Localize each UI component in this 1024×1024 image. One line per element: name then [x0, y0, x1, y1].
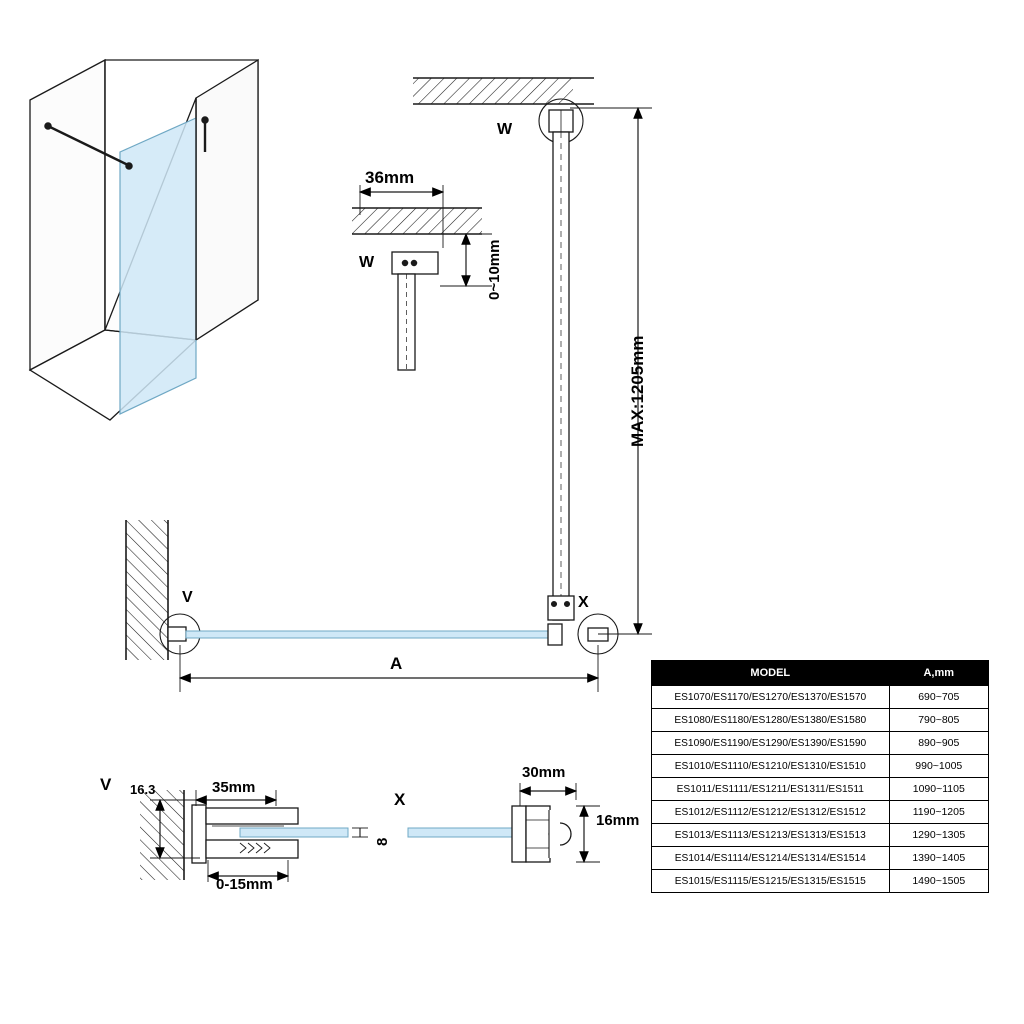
cell-model: ES1013/ES1113/ES1213/ES1313/ES1513 — [652, 824, 890, 847]
cell-a: 1490~1505 — [889, 870, 988, 893]
dimension-profile-width: 36mm — [365, 168, 415, 187]
dimension-v-adjust: 0-15mm — [216, 876, 273, 893]
dimension-x-depth: 16mm — [596, 812, 640, 829]
callout-w-detail: W — [359, 254, 375, 271]
cell-model: ES1015/ES1115/ES1215/ES1315/ES1515 — [652, 870, 890, 893]
w-detail-view — [352, 185, 492, 370]
table-row — [652, 824, 989, 847]
callout-x-plan: X — [578, 594, 589, 611]
cell-model: ES1014/ES1114/ES1214/ES1314/ES1514 — [652, 847, 890, 870]
table-row — [652, 870, 989, 893]
callout-v-detail: V — [100, 775, 112, 794]
model-spec-table — [651, 660, 989, 893]
dimension-x-width: 30mm — [522, 764, 566, 781]
table-row — [652, 732, 989, 755]
cell-a: 790~805 — [889, 709, 988, 732]
cell-model: ES1012/ES1112/ES1212/ES1312/ES1512 — [652, 801, 890, 824]
table-row — [652, 686, 989, 709]
table-row — [652, 709, 989, 732]
dimension-wall-gap: 0~10mm — [486, 239, 503, 300]
cell-a: 690~705 — [889, 686, 988, 709]
cell-model: ES1080/ES1180/ES1280/ES1380/ES1580 — [652, 709, 890, 732]
cell-model: ES1011/ES1111/ES1211/ES1311/ES1511 — [652, 778, 890, 801]
column-header-a: A,mm — [889, 661, 988, 686]
elevation-view — [413, 78, 652, 634]
table-row — [652, 847, 989, 870]
cell-a: 1290~1305 — [889, 824, 988, 847]
x-detail-view — [408, 783, 600, 862]
cell-a: 990~1005 — [889, 755, 988, 778]
table-row — [652, 778, 989, 801]
table-row — [652, 755, 989, 778]
v-detail-view — [140, 790, 368, 882]
cell-a: 1390~1405 — [889, 847, 988, 870]
dimension-glass-thickness: 8 — [374, 837, 391, 846]
isometric-view — [30, 60, 258, 420]
dimension-v-height: 16.3 — [130, 782, 156, 797]
cell-model: ES1010/ES1110/ES1210/ES1310/ES1510 — [652, 755, 890, 778]
callout-x-detail: X — [394, 790, 406, 809]
dimension-max-height: MAX:1205mm — [628, 335, 647, 447]
table-body — [652, 686, 989, 893]
table-row — [652, 801, 989, 824]
cell-a: 1090~1105 — [889, 778, 988, 801]
callout-w-top: W — [497, 121, 513, 138]
cell-a: 1190~1205 — [889, 801, 988, 824]
column-header-model: MODEL — [652, 661, 890, 686]
cell-a: 890~905 — [889, 732, 988, 755]
dimension-v-width: 35mm — [212, 779, 256, 796]
callout-v-plan: V — [182, 589, 193, 606]
dimension-width-a: A — [390, 654, 403, 673]
table-header-row — [652, 661, 989, 686]
cell-model: ES1070/ES1170/ES1270/ES1370/ES1570 — [652, 686, 890, 709]
cell-model: ES1090/ES1190/ES1290/ES1390/ES1590 — [652, 732, 890, 755]
